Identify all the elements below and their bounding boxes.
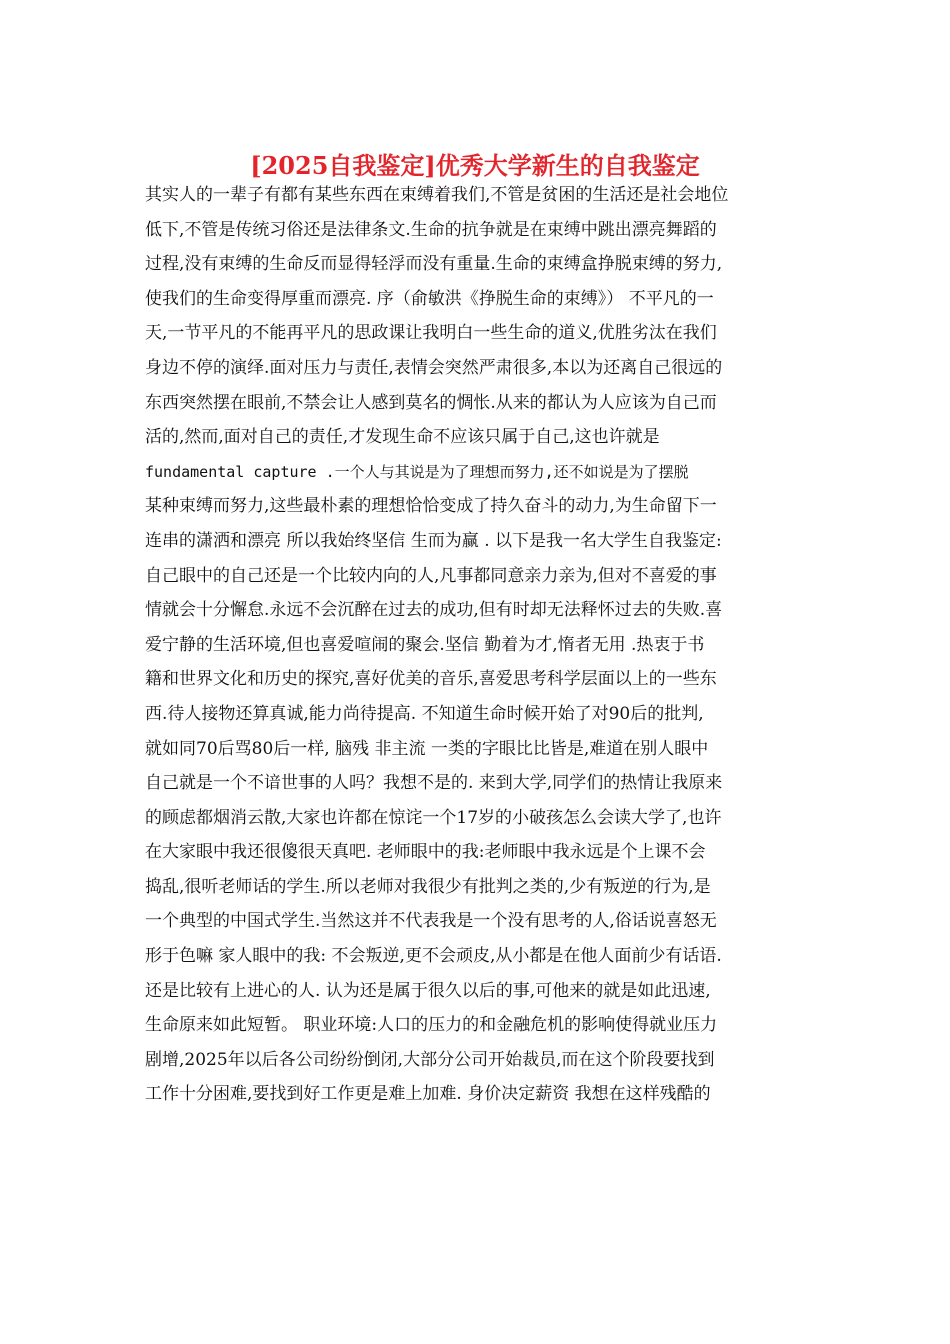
- body-line: 西.待人接物还算真诚,能力尚待提高. 不知道生命时候开始了对90后的批判,: [145, 703, 704, 724]
- body-line: 使我们的生命变得厚重而漂亮. 序（俞敏洪《挣脱生命的束缚》） 不平凡的一: [145, 288, 714, 309]
- document-body: [145, 178, 825, 1112]
- body-line: 连串的潇洒和漂亮 所以我始终坚信 生而为赢 . 以下是我一名大学生自我鉴定:: [145, 530, 722, 551]
- body-line: 情就会十分懈怠.永远不会沉醉在过去的成功,但有时却无法释怀过去的失败.喜: [145, 600, 723, 621]
- body-line: 形于色嘛 家人眼中的我: 不会叛逆,更不会顽皮,从小都是在他人面前少有话语.: [145, 946, 722, 967]
- body-line: 自己就是一个不谙世事的人吗？我想不是的. 来到大学,同学们的热情让我原来: [145, 773, 723, 794]
- body-line: 捣乱,很听老师话的学生.所以老师对我很少有批判之类的,少有叛逆的行为,是: [145, 876, 711, 897]
- body-line: 身边不停的演绎.面对压力与责任,表情会突然严肃很多,本以为还离自己很远的: [145, 357, 723, 378]
- body-line: 东西突然摆在眼前,不禁会让人感到莫名的惆怅.从来的都认为人应该为自己而: [145, 392, 717, 413]
- body-line: fundamental capture .一个人与其说是为了理想而努力,还不如说是为了摆脱: [145, 462, 689, 481]
- body-line: 其实人的一辈子有都有某些东西在束缚着我们,不管是贫困的生活还是社会地位: [145, 185, 729, 205]
- body-line: 生命原来如此短暂。 职业环境:人口的压力的和金融危机的影响使得就业压力: [145, 1015, 718, 1036]
- body-line: 工作十分困难,要找到好工作更是难上加难. 身价决定薪资 我想在这样残酷的: [145, 1084, 711, 1105]
- body-line: 的顾虑都烟消云散,大家也许都在惊诧一个17岁的小破孩怎么会读大学了,也许: [145, 807, 722, 828]
- body-line: 自己眼中的自己还是一个比较内向的人,凡事都同意亲力亲为,但对不喜爱的事: [145, 565, 717, 586]
- body-line: 就如同70后骂80后一样, 脑残 非主流 一类的字眼比比皆是,难道在别人眼中: [145, 738, 709, 759]
- body-line: 籍和世界文化和历史的探究,喜好优美的音乐,喜爱思考科学层面以上的一些东: [145, 669, 717, 690]
- body-line: 过程,没有束缚的生命反而显得轻浮而没有重量.生命的束缚盒挣脱束缚的努力,: [145, 254, 723, 275]
- document-title: [2025自我鉴定]优秀大学新生的自我鉴定: [250, 151, 700, 180]
- body-line: 剧增,2025年以后各公司纷纷倒闭,大部分公司开始裁员,而在这个阶段要找到: [145, 1049, 715, 1070]
- body-line: 在大家眼中我还很傻很天真吧. 老师眼中的我:老师眼中我永远是个上课不会: [145, 842, 706, 863]
- body-line: 低下,不管是传统习俗还是法律条文.生命的抗争就是在束缚中跳出漂亮舞蹈的: [145, 219, 717, 240]
- body-line: 还是比较有上进心的人. 认为还是属于很久以后的事,可他来的就是如此迅速,: [145, 980, 711, 1001]
- body-line: 一个典型的中国式学生.当然这并不代表我是一个没有思考的人,俗话说喜怒无: [145, 911, 717, 932]
- body-line: 活的,然而,面对自己的责任,才发现生命不应该只属于自己,这也许就是: [145, 427, 660, 448]
- body-line: 爱宁静的生活环境,但也喜爱喧闹的聚会.坚信 勤着为才,惰者无用 .热衷于书: [145, 634, 705, 655]
- body-line: 天,一节平凡的不能再平凡的思政课让我明白一些生命的道义,优胜劣汰在我们: [145, 323, 717, 344]
- body-line: 某种束缚而努力,这些最朴素的理想恰恰变成了持久奋斗的动力,为生命留下一: [145, 496, 717, 517]
